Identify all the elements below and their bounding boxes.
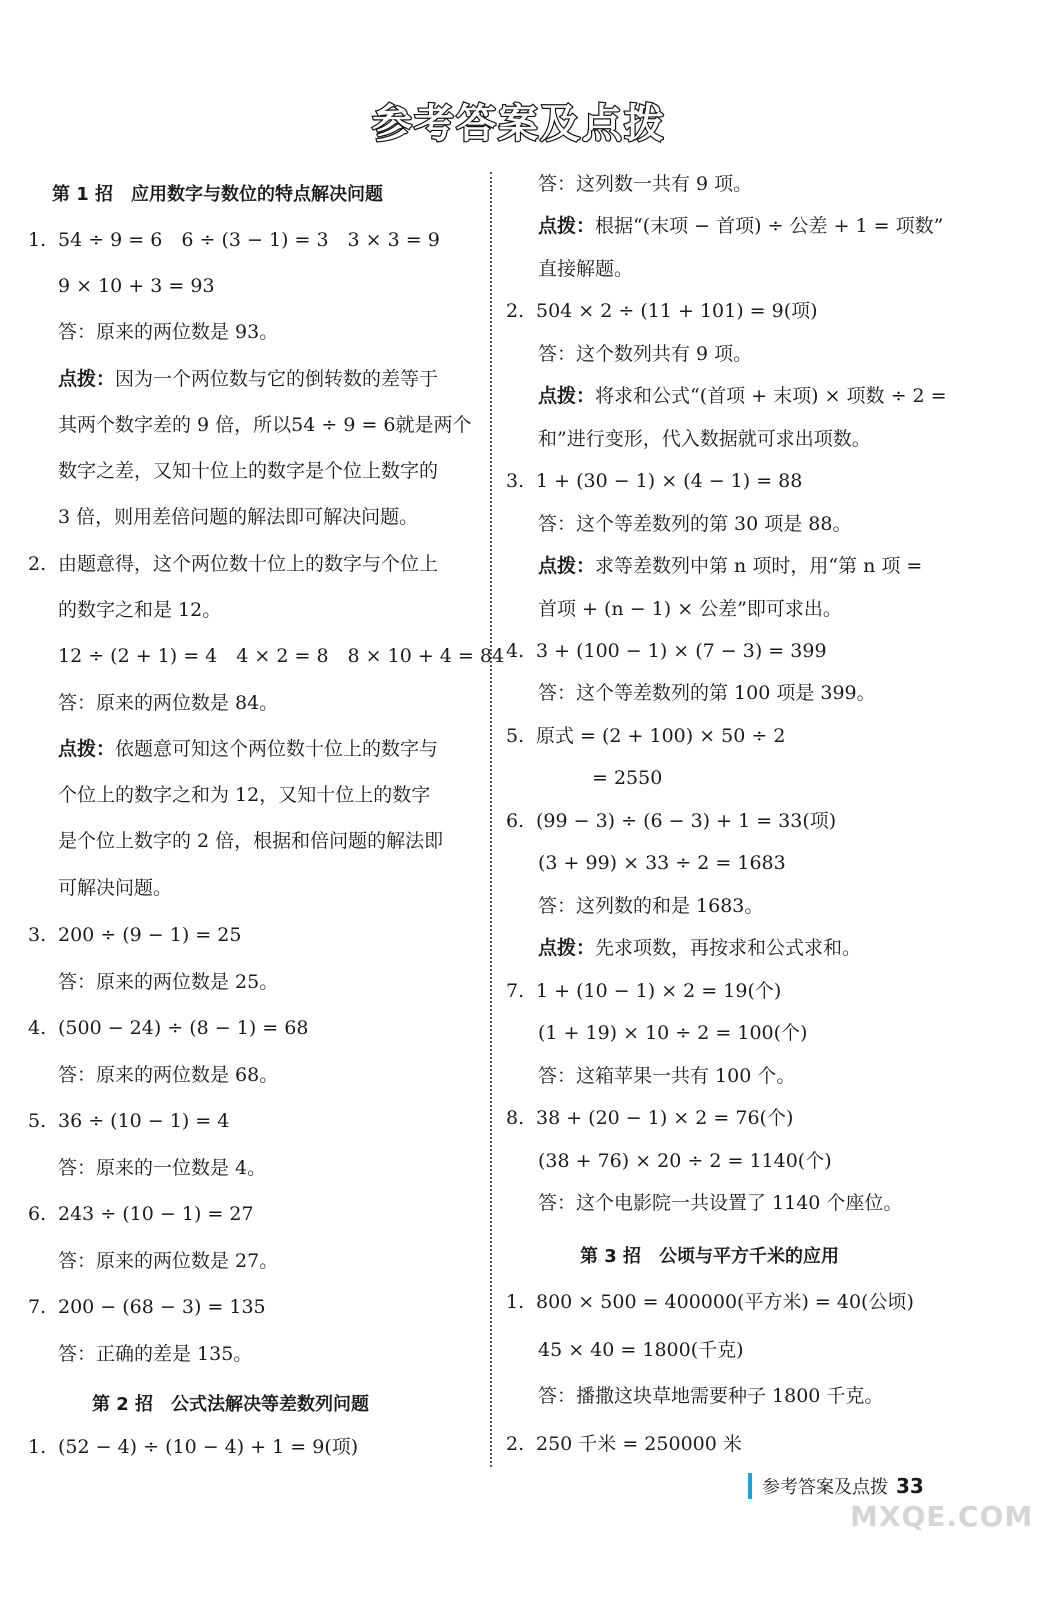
answer-2-tip-line-2: 个位上的数字之和为 12，又知十位上的数字 [58,784,431,806]
s2-answer-4-line-1: 4. 3 + (100 − 1) × (7 − 3) = 399 [506,640,827,662]
answer-2-conclusion: 答：原来的两位数是 84。 [58,692,279,714]
page-title: 参考答案及点拨 [372,101,666,147]
s2-answer-8-conclusion: 答：这个电影院一共设置了 1140 个座位。 [538,1192,903,1214]
answer-5-conclusion: 答：原来的一位数是 4。 [58,1157,267,1179]
s3-answer-1-conclusion: 答：播撒这块草地需要种子 1800 千克。 [538,1385,884,1407]
answer-2-line-2: 的数字之和是 12。 [58,599,222,621]
s2-answer-7-conclusion: 答：这箱苹果一共有 100 个。 [538,1065,796,1087]
answer-1-line-2: 9 × 10 + 3 = 93 [58,275,215,297]
s2-answer-2-tip-line-1: 点拨：将求和公式“(首项 + 末项) × 项数 ÷ 2 = [538,385,947,407]
s2-answer-1-line-1: 1. (52 − 4) ÷ (10 − 4) + 1 = 9(项) [28,1436,359,1458]
answer-1-line-1: 1. 54 ÷ 9 = 6 6 ÷ (3 − 1) = 3 3 × 3 = 9 [28,229,440,251]
answer-7-conclusion: 答：正确的差是 135。 [58,1343,253,1365]
s3-answer-2-line-1: 2. 250 千米 = 250000 米 [506,1433,742,1455]
answer-3-conclusion: 答：原来的两位数是 25。 [58,971,279,993]
answer-1-tip-line-2: 其两个数字差的 9 倍，所以54 ÷ 9 = 6就是两个 [58,414,472,436]
watermark: MXQE.COM [850,1500,1034,1533]
s2-answer-3-line-1: 3. 1 + (30 − 1) × (4 − 1) = 88 [506,470,803,492]
s2-answer-2-line-1: 2. 504 × 2 ÷ (11 + 101) = 9(项) [506,300,818,322]
s2-answer-1-tip-line-1: 点拨：根据“(末项 − 首项) ÷ 公差 + 1 = 项数” [538,215,944,237]
answer-2-line-1: 2. 由题意得，这个两位数十位上的数字与个位上 [28,553,439,575]
page-footer [748,1473,924,1499]
s2-answer-7-line-1: 7. 1 + (10 − 1) × 2 = 19(个) [506,980,782,1002]
s2-answer-6-tip-line-1: 点拨：先求项数，再按求和公式求和。 [538,937,862,959]
answer-3-line-1: 3. 200 ÷ (9 − 1) = 25 [28,924,242,946]
answer-6-conclusion: 答：原来的两位数是 27。 [58,1250,279,1272]
answer-2-tip-line-4: 可解决问题。 [58,877,173,899]
answer-1-tip-line-4: 3 倍，则用差倍问题的解法即可解决问题。 [58,506,419,528]
answer-1-tip-line-3: 数字之差，又知十位上的数字是个位上数字的 [58,460,439,482]
answer-2-line-3: 12 ÷ (2 + 1) = 4 4 × 2 = 8 8 × 10 + 4 = 84 [58,645,505,667]
answer-7-line-1: 7. 200 − (68 − 3) = 135 [28,1296,266,1318]
section-heading-2: 第 2 招 公式法解决等差数列问题 [92,1394,370,1415]
answer-1-conclusion: 答：原来的两位数是 93。 [58,321,279,343]
s2-answer-1-tip-line-2: 直接解题。 [538,258,634,280]
s3-answer-1-line-2: 45 × 40 = 1800(千克) [538,1339,744,1361]
s2-answer-6-line-2: (3 + 99) × 33 ÷ 2 = 1683 [538,852,786,874]
column-divider [490,172,492,1467]
s2-answer-3-tip-line-1: 点拨：求等差数列中第 n 项时，用“第 n 项 = [538,555,923,577]
s2-answer-1-conclusion: 答：这列数一共有 9 项。 [538,173,753,195]
s2-answer-5-line-2: = 2550 [592,767,663,789]
s2-answer-5-line-1: 5. 原式 = (2 + 100) × 50 ÷ 2 [506,725,786,747]
s2-answer-8-line-1: 8. 38 + (20 − 1) × 2 = 76(个) [506,1107,794,1129]
answer-2-tip-line-3: 是个位上数字的 2 倍，根据和倍问题的解法即 [58,830,444,852]
footer-label: 参考答案及点拨 [762,1477,888,1498]
s2-answer-3-conclusion: 答：这个等差数列的第 30 项是 88。 [538,513,852,535]
section-heading-3: 第 3 招 公顷与平方千米的应用 [580,1246,840,1267]
answer-6-line-1: 6. 243 ÷ (10 − 1) = 27 [28,1203,254,1225]
answer-4-conclusion: 答：原来的两位数是 68。 [58,1064,279,1086]
s2-answer-7-line-2: (1 + 19) × 10 ÷ 2 = 100(个) [538,1022,808,1044]
s2-answer-8-line-2: (38 + 76) × 20 ÷ 2 = 1140(个) [538,1150,832,1172]
s2-answer-4-conclusion: 答：这个等差数列的第 100 项是 399。 [538,682,876,704]
s2-answer-3-tip-line-2: 首项 + (n − 1) × 公差”即可求出。 [538,598,842,620]
page-number: 33 [896,1474,924,1498]
answer-4-line-1: 4. (500 − 24) ÷ (8 − 1) = 68 [28,1017,309,1039]
s2-answer-2-tip-line-2: 和”进行变形，代入数据就可求出项数。 [538,428,871,450]
section-heading-1: 第 1 招 应用数字与数位的特点解决问题 [52,184,384,205]
answer-1-tip-line-1: 点拨：因为一个两位数与它的倒转数的差等于 [58,368,439,390]
s2-answer-2-conclusion: 答：这个数列共有 9 项。 [538,343,753,365]
answer-5-line-1: 5. 36 ÷ (10 − 1) = 4 [28,1110,230,1132]
answer-2-tip-line-1: 点拨：依题意可知这个两位数十位上的数字与 [58,738,439,760]
s2-answer-6-conclusion: 答：这列数的和是 1683。 [538,895,764,917]
s2-answer-6-line-1: 6. (99 − 3) ÷ (6 − 3) + 1 = 33(项) [506,810,837,832]
s3-answer-1-line-1: 1. 800 × 500 = 400000(平方米) = 40(公顷) [506,1291,914,1313]
